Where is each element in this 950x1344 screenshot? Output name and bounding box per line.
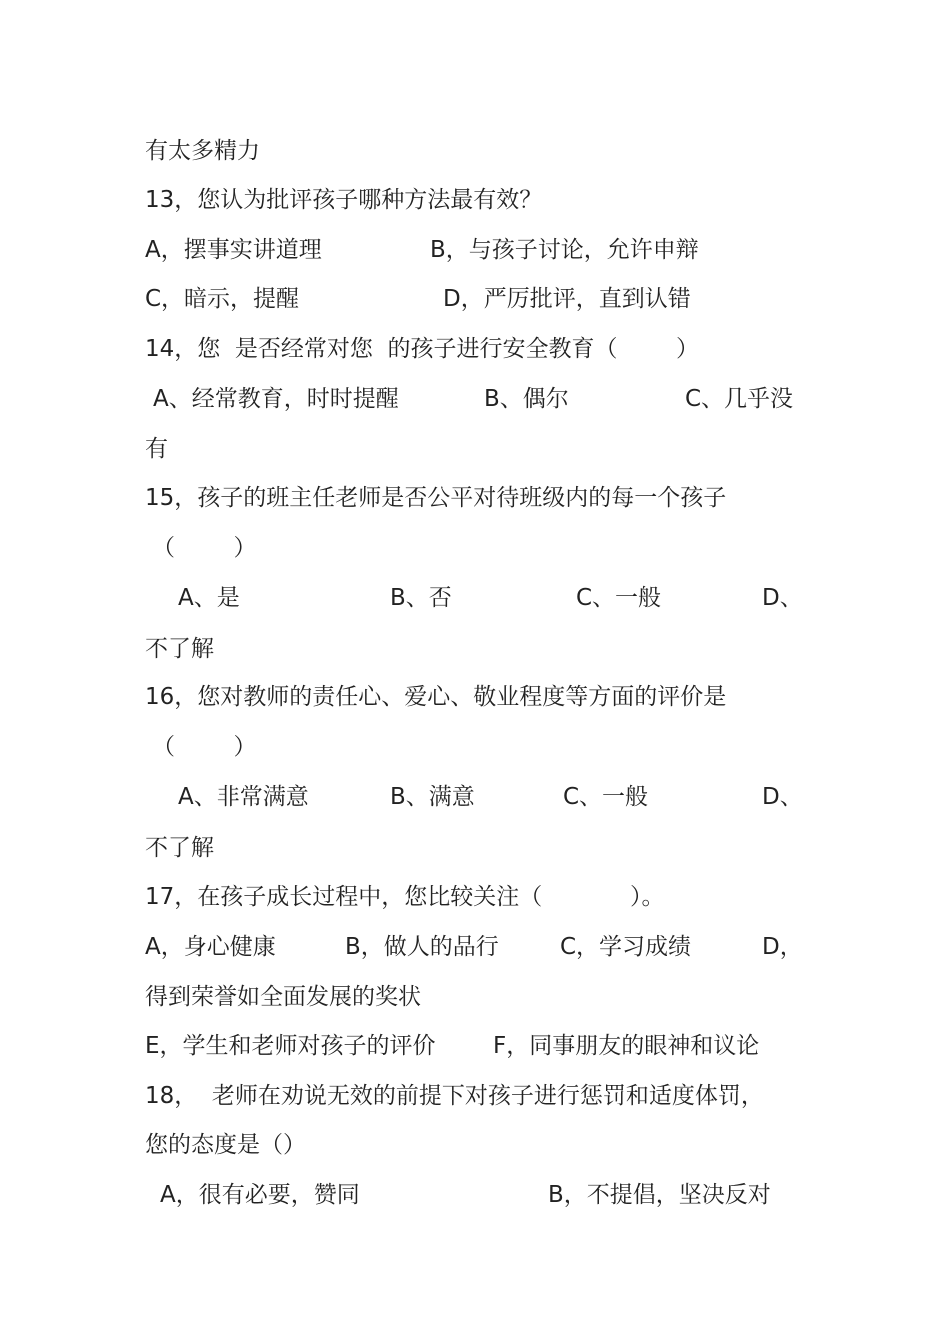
question-text: 18， 老师在劝说无效的前提下对孩子进行惩罚和适度体罚， [145,1083,764,1109]
q15-options [0,581,803,615]
q17-options-row-2 [0,1029,760,1063]
option-a: A、经常教育，时时提醒 [153,386,399,412]
option-a: A，摆事实讲道理 [145,237,322,263]
question-text: 14，您 是否经常对您 的孩子进行安全教育（ ） [145,336,699,362]
question-13 [0,183,543,217]
option-b: B，做人的品行 [345,934,499,960]
continuation-text: 有 [145,436,168,462]
option-b: B、满意 [390,784,475,810]
option-d: D、 [762,784,803,810]
option-c: C、几乎没 [685,386,794,412]
option-b: B、否 [390,585,452,611]
question-18 [0,1079,764,1113]
text-line [0,831,214,865]
option-a: A、是 [178,585,240,611]
continuation-text: 有太多精力 [145,138,260,164]
option-c: C，暗示，提醒 [145,286,300,312]
text-line [0,980,421,1014]
question-text: 15，孩子的班主任老师是否公平对待班级内的每一个孩子 [145,485,727,511]
option-c: C，学习成绩 [560,934,692,960]
q16-options [0,780,803,814]
q17-options-row-1 [0,930,803,964]
text-line [0,1128,306,1162]
blank-parentheses: （ ） [152,535,257,561]
question-15 [0,481,727,515]
option-c: C、一般 [576,585,662,611]
q14-options [0,382,794,416]
question-text: 13，您认为批评孩子哪种方法最有效？ [145,187,543,213]
continuation-text: 不了解 [145,835,214,861]
text-line [0,632,214,666]
question-16 [0,680,727,714]
option-d: D， [762,934,803,960]
option-a: A、非常满意 [178,784,309,810]
question-text: 17，在孩子成长过程中，您比较关注（ ）。 [145,884,665,910]
text-line [0,432,168,466]
option-c: C、一般 [563,784,649,810]
continuation-text: 不了解 [145,636,214,662]
continuation-text: 您的态度是（） [145,1132,306,1158]
text-line [0,134,260,168]
q13-options-row-2 [0,282,691,316]
answer-blank [0,531,257,565]
q18-options [0,1178,771,1212]
option-b: B、偶尔 [484,386,569,412]
option-e: E，学生和老师对孩子的评价 [145,1033,436,1059]
option-a: A，身心健康 [145,934,276,960]
q13-options-row-1 [0,233,699,267]
option-f: F，同事朋友的眼神和议论 [493,1033,760,1059]
continuation-text: 得到荣誉如全面发展的奖状 [145,984,421,1010]
option-d: D，严厉批评，直到认错 [443,286,691,312]
option-a: A，很有必要，赞同 [160,1182,360,1208]
question-17 [0,880,665,914]
option-b: B，不提倡，坚决反对 [548,1182,771,1208]
blank-parentheses: （ ） [152,734,257,760]
question-14 [0,332,699,366]
option-d: D、 [762,585,803,611]
answer-blank [0,730,257,764]
question-text: 16，您对教师的责任心、爱心、敬业程度等方面的评价是 [145,684,727,710]
option-b: B，与孩子讨论，允许申辩 [430,237,699,263]
